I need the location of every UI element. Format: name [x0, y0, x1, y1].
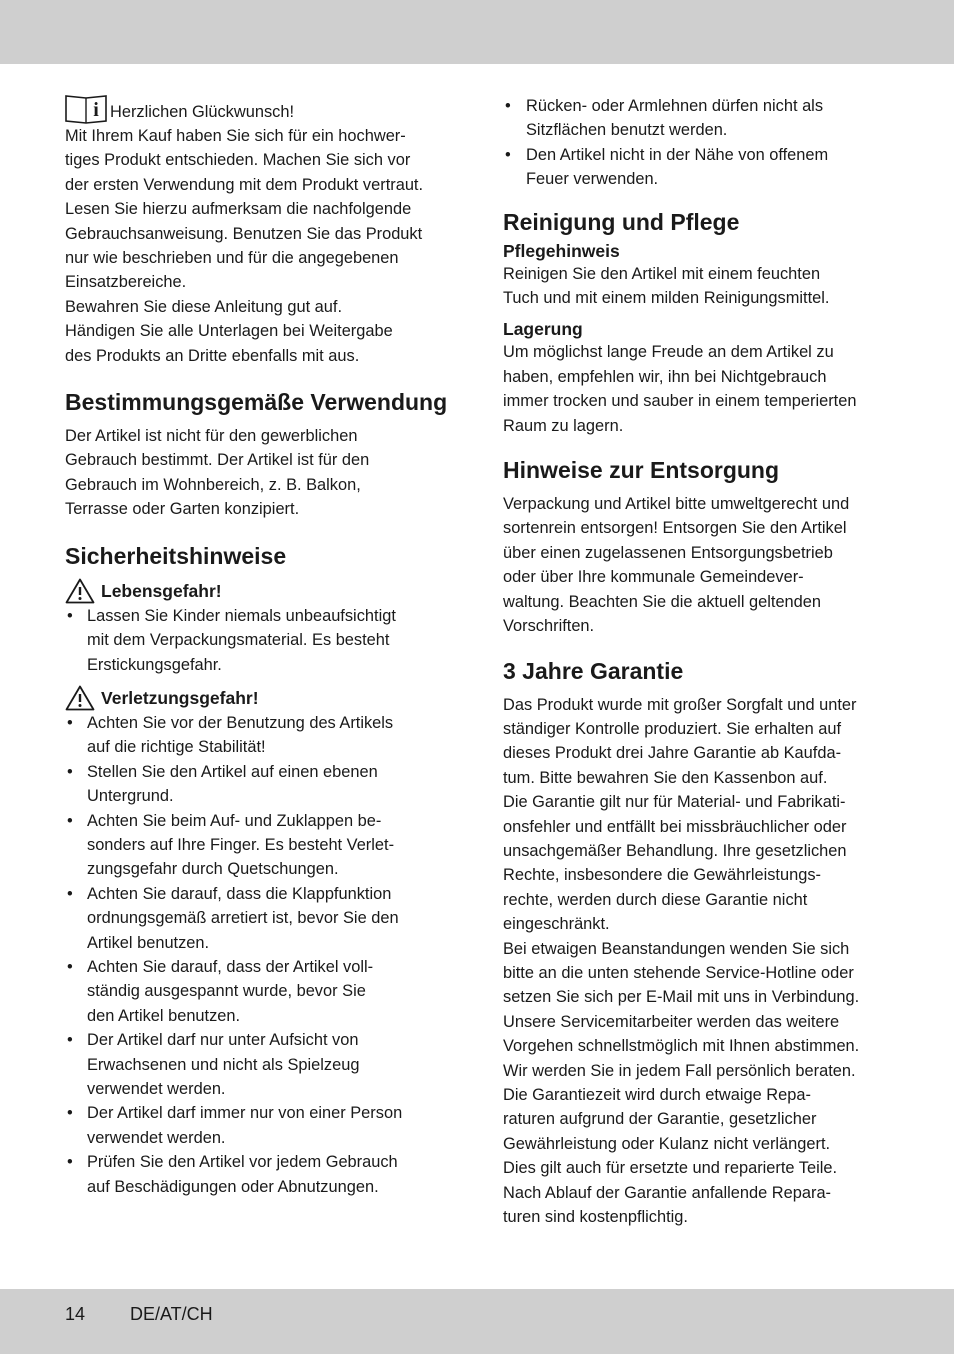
list-item: • Achten Sie darauf, dass die Klappfunktion ordnungsgemäß arretiert ist, bevor Sie den Artikel benutzen. — [65, 882, 457, 955]
list-item: • Rücken- oder Armlehnen dürfen nicht als Sitzflächen benutzt werden. — [503, 94, 895, 143]
svg-text:i: i — [93, 99, 99, 121]
header-bar — [0, 0, 954, 64]
injury-label: Verletzungsgefahr! — [101, 687, 259, 708]
right-column — [503, 94, 895, 1229]
injury-warning — [65, 685, 457, 711]
list-item: • Der Artikel darf immer nur von einer Person verwendet werden. — [65, 1101, 457, 1150]
list-item: • Achten Sie darauf, dass der Artikel voll- ständig ausgespannt wurde, bevor Sie den Artikel benutzen. — [65, 955, 457, 1028]
care-text: Reinigen Sie den Artikel mit einem feuchten Tuch und mit einem milden Reinigungsmittel. — [503, 264, 830, 308]
storage-text: Um möglichst lange Freude an dem Artikel zu haben, empfehlen wir, ihn bei Nichtgebrauch immer trocken und sauber in einem temperierten Raum zu lagern. — [503, 343, 857, 435]
warranty-text: Das Produkt wurde mit großer Sorgfalt und unter ständiger Kontrolle produziert. Sie erhalten auf dieses Produkt drei Jahre Garantie ab Kaufda- tum. Bitte bewahren Sie den Kassenbon auf. Die Garantie gilt nur für Material- und Fabrikati- onsfehler und entfällt bei missbräuchlicher oder unsachgemäßer Behandlung. Ihre gesetzlichen Rechte, insbesondere die Gewährleistungs- rechte, werden durch diese Garantie nicht eingeschränkt. Bei etwaigen Beanstandungen wenden Sie sich bitte an die unten stehende Service-Hotline oder setzen Sie sich per E-Mail mit uns in Verbindung. Unsere Servicemitarbeiter werden das weitere Vorgehen schnellstmöglich mit Ihnen abstimmen. Wir werden Sie in jedem Fall persönlich beraten. Die Garantiezeit wird durch etwaige Repa- raturen aufgrund der Garantie, gesetzlicher Gewährleistung oder Kulanz nicht verlängert. Dies gilt auch für ersetzte und reparierte Teile. Nach Ablauf der Garantie anfallende Repara- turen sind kostenpflichtig. — [503, 695, 860, 1227]
warning-triangle-icon — [65, 578, 95, 604]
region-label: DE/AT/CH — [130, 1304, 213, 1324]
warranty-heading: 3 Jahre Garantie — [503, 657, 684, 684]
safety-heading: Sicherheitshinweise — [65, 542, 287, 569]
intended-use-heading: Bestimmungsgemäße Verwendung — [65, 389, 448, 416]
list-item: • Achten Sie beim Auf- und Zuklappen be- sonders auf Ihre Finger. Es besteht Verlet- zungsgefahr durch Quetschungen. — [65, 809, 457, 882]
info-book-icon — [65, 94, 107, 124]
intro-paragraph: Mit Ihrem Kauf haben Sie sich für ein hochwer- tiges Produkt entschieden. Machen Sie sich vor der ersten Verwendung mit dem Produkt vertraut. Lesen Sie hierzu aufmerksam die nachfolgende Gebrauchsanweisung. Benutzen Sie das Produkt nur wie beschrieben und für die angegebenen Einsatzbereiche. Bewahren Sie diese Anleitung gut auf. Händigen Sie alle Unterlagen bei Weitergabe des Produkts an Dritte ebenfalls mit aus. — [65, 127, 424, 365]
list-item: • Prüfen Sie den Artikel vor jedem Gebrauch auf Beschädigungen oder Abnutzungen. — [65, 1150, 457, 1199]
list-item: • Lassen Sie Kinder niemals unbeaufsichtigt mit dem Verpackungsmaterial. Es besteht Erstickungsgefahr. — [65, 604, 457, 677]
storage-subheading: Lagerung — [503, 319, 583, 340]
intro-heading — [65, 94, 457, 124]
list-item: • Der Artikel darf nur unter Aufsicht von Erwachsenen und nicht als Spielzeug verwendet werden. — [65, 1028, 457, 1101]
danger-label: Lebensgefahr! — [101, 580, 222, 601]
warning-triangle-icon — [65, 685, 95, 711]
danger-warning — [65, 578, 457, 604]
care-subheading: Pflegehinweis — [503, 240, 620, 261]
left-column — [65, 94, 457, 1199]
care-heading: Reinigung und Pflege — [503, 208, 740, 235]
list-item: • Den Artikel nicht in der Nähe von offenem Feuer verwenden. — [503, 143, 895, 192]
greeting: Herzlichen Glückwunsch! — [110, 102, 295, 121]
page-number: 14 — [65, 1304, 86, 1324]
safety-continued-list — [503, 94, 895, 192]
danger-list — [65, 604, 457, 677]
injury-list — [65, 711, 457, 1199]
intended-use-text: Der Artikel ist nicht für den gewerblichen Gebrauch bestimmt. Der Artikel ist für den Gebrauch im Wohnbereich, z. B. Balkon, Terrasse oder Garten konzipiert. — [65, 427, 370, 519]
disposal-text: Verpackung und Artikel bitte umweltgerecht und sortenrein entsorgen! Entsorgen Sie den Artikel über einen zugelassenen Entsorgungsbetrieb oder über Ihre kommunale Gemeindever- waltung. Beachten Sie die aktuell geltenden Vorschriften. — [503, 495, 850, 636]
disposal-heading: Hinweise zur Entsorgung — [503, 457, 780, 484]
list-item: • Achten Sie vor der Benutzung des Artikels auf die richtige Stabilität! — [65, 711, 457, 760]
list-item: • Stellen Sie den Artikel auf einen ebenen Untergrund. — [65, 760, 457, 809]
